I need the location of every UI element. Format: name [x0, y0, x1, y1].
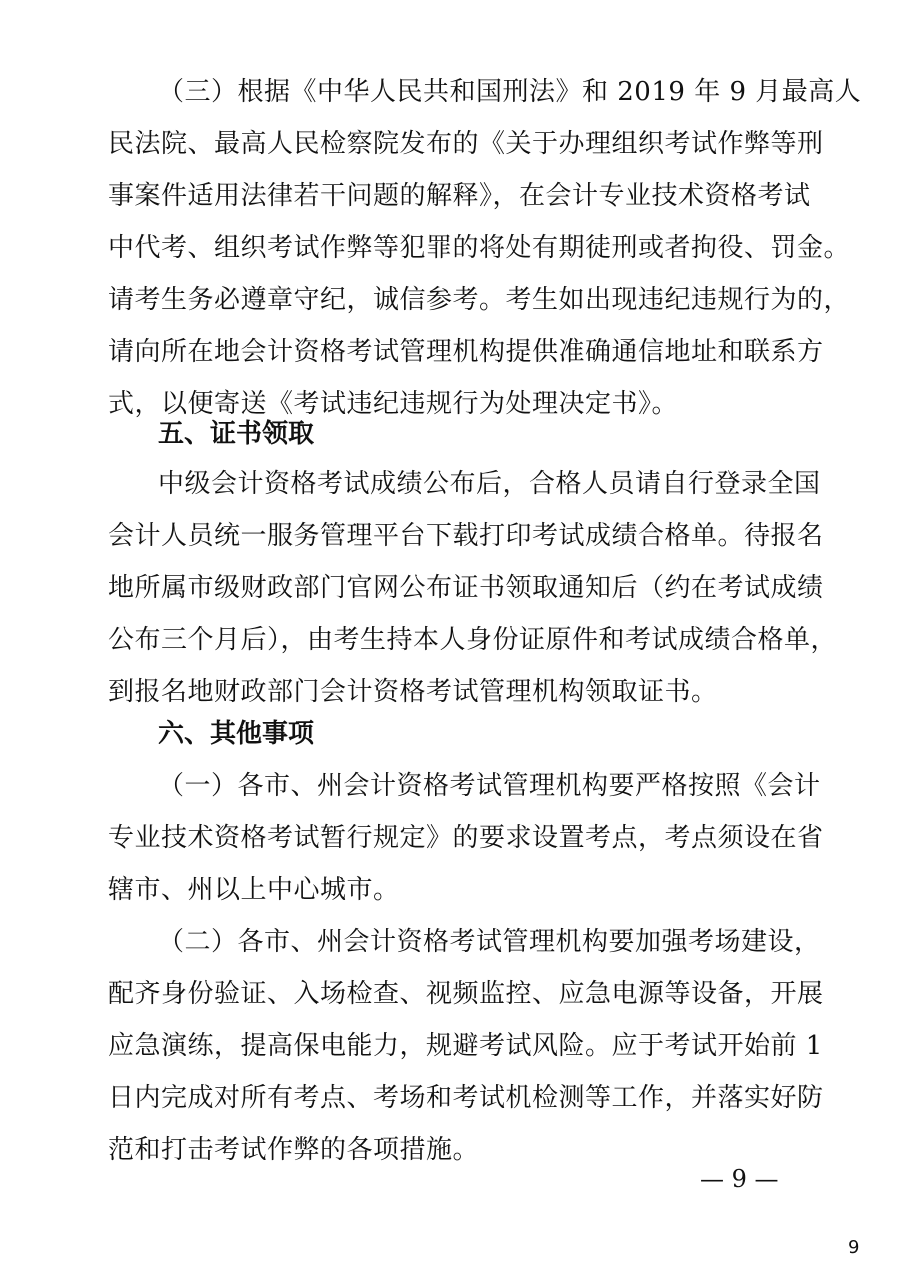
section-6-item-1-line-3: 辖市、州以上中心城市。	[108, 875, 400, 905]
section-6-item-1-line-1: （一）各市、州会计资格考试管理机构要严格按照《会计	[158, 771, 821, 801]
paragraph-3-line-7: 式，以便寄送《考试违纪违规行为处理决定书》。	[108, 389, 679, 419]
section-5-line-5: 到报名地财政部门会计资格考试管理机构领取证书。	[108, 677, 718, 707]
section-5-line-1: 中级会计资格考试成绩公布后，合格人员请自行登录全国	[158, 469, 821, 499]
section-6-item-2-line-4: 日内完成对所有考点、考场和考试机检测等工作，并落实好防	[108, 1083, 824, 1113]
section-5-line-4: 公布三个月后），由考生持本人身份证原件和考试成绩合格单，	[108, 625, 838, 655]
section-6-item-2-line-1: （二）各市、州会计资格考试管理机构要加强考场建设，	[158, 927, 821, 957]
section-5-line-3: 地所属市级财政部门官网公布证书领取通知后（约在考试成绩	[108, 573, 824, 603]
paragraph-3-line-1: （三）根据《中华人民共和国刑法》和 2019 年 9 月最高人	[158, 77, 862, 107]
section-5-line-2: 会计人员统一服务管理平台下载打印考试成绩合格单。待报名	[108, 521, 824, 551]
section-6-item-2-line-5: 范和打击考试作弊的各项措施。	[108, 1135, 480, 1165]
paragraph-3-line-4: 中代考、组织考试作弊等犯罪的将处有期徒刑或者拘役、罚金。	[108, 233, 851, 263]
section-6-item-2-line-2: 配齐身份验证、入场检查、视频监控、应急电源等设备，开展	[108, 979, 824, 1009]
section-6-item-2-line-3: 应急演练，提高保电能力，规避考试风险。应于考试开始前 1	[108, 1031, 823, 1061]
page-number-label: — 9 —	[700, 1165, 779, 1193]
section-6-heading: 六、其他事项	[158, 719, 315, 749]
paragraph-3-line-2: 民法院、最高人民检察院发布的《关于办理组织考试作弊等刑	[108, 129, 824, 159]
section-5-heading: 五、证书领取	[158, 419, 315, 449]
section-6-item-1-line-2: 专业技术资格考试暂行规定》的要求设置考点，考点须设在省	[108, 823, 824, 853]
paragraph-3-line-6: 请向所在地会计资格考试管理机构提供准确通信地址和联系方	[108, 337, 824, 367]
paragraph-3-line-5: 请考生务必遵章守纪，诚信参考。考生如出现违纪违规行为的，	[108, 285, 851, 315]
paragraph-3-line-3: 事案件适用法律若干问题的解释》，在会计专业技术资格考试	[108, 181, 811, 211]
corner-page-number: 9	[848, 1237, 860, 1258]
